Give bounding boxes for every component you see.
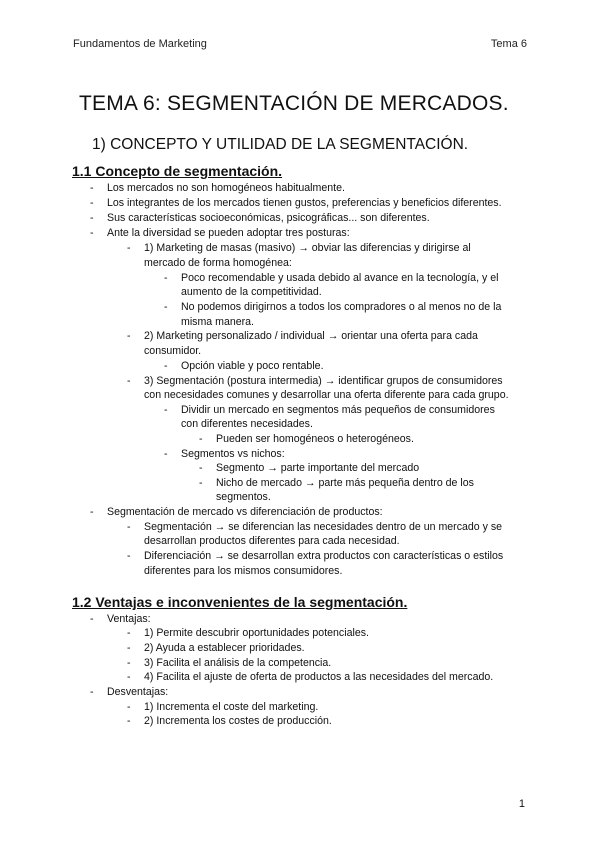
dash-marker: - <box>164 272 168 284</box>
bullet-continuation: diferentes para los mismos consumidores. <box>144 565 343 577</box>
page-title: TEMA 6: SEGMENTACIÓN DE MERCADOS. <box>79 92 509 115</box>
bullet-line: - Poco recomendable y usada debido al avance en la tecnología, y el <box>164 272 499 284</box>
dash-marker: - <box>127 701 131 713</box>
header-topic: Tema 6 <box>490 38 527 50</box>
bullet-line: - Sus características socioeconómicas, psicográficas... son diferentes. <box>90 212 430 224</box>
bullet-line: - Segmentación → se diferencian las necesidades dentro de un mercado y se <box>127 521 503 533</box>
bullet-continuation: consumidor. <box>144 345 202 357</box>
dash-marker: - <box>164 448 168 460</box>
bullet-line: - 2) Marketing personalizado / individual → orientar una oferta para cada <box>127 330 478 342</box>
bullet-line: - 3) Segmentación (postura intermedia) → identificar grupos de consumidores <box>127 375 503 387</box>
bullet-line: - Los integrantes de los mercados tienen gustos, preferencias y beneficios diferentes. <box>90 197 502 209</box>
dash-marker: - <box>127 657 131 669</box>
dash-marker: - <box>90 182 94 194</box>
bullet-continuation: segmentos. <box>216 491 271 503</box>
bullet-continuation: mercado de forma homogénea: <box>144 257 292 269</box>
dash-marker: - <box>127 550 131 562</box>
header-course-name: Fundamentos de Marketing <box>73 38 207 50</box>
dash-marker: - <box>90 686 94 698</box>
bullet-line: - Segmentación de mercado vs diferenciación de productos: <box>90 506 383 518</box>
bullet-line: - Opción viable y poco rentable. <box>164 360 324 372</box>
bullet-line: - Ante la diversidad se pueden adoptar tres posturas: <box>90 227 350 239</box>
heading-concepto: 1.1 Concepto de segmentación. <box>72 163 283 179</box>
bullet-line: - Segmentos vs nichos: <box>164 448 285 460</box>
bullet-line: - 1) Incrementa el coste del marketing. <box>127 701 319 713</box>
dash-marker: - <box>90 506 94 518</box>
page-number: 1 <box>518 798 525 810</box>
bullet-continuation: misma manera. <box>181 316 254 328</box>
heading-ventajas: 1.2 Ventajas e inconvenientes de la segmentación. <box>72 594 408 610</box>
bullet-line: - Los mercados no son homogéneos habitualmente. <box>90 182 345 194</box>
bullet-line: - Diferenciación → se desarrollan extra productos con características o estilos <box>127 550 504 562</box>
dash-marker: - <box>199 477 203 489</box>
bullet-line: - 3) Facilita el análisis de la competencia. <box>127 657 332 669</box>
bullet-continuation: con necesidades comunes y desarrollar una oferta diferente para cada grupo. <box>144 389 509 401</box>
dash-marker: - <box>90 227 94 239</box>
bullet-line: - No podemos dirigirnos a todos los compradores o al menos no de la <box>164 301 502 313</box>
dash-marker: - <box>127 671 131 683</box>
dash-marker: - <box>127 642 131 654</box>
bullet-line: - Pueden ser homogéneos o heterogéneos. <box>199 433 414 445</box>
bullet-line: - Segmento → parte importante del mercado <box>199 462 420 474</box>
bullet-line: - 2) Incrementa los costes de producción. <box>127 715 332 727</box>
bullet-line: - Nicho de mercado → parte más pequeña dentro de los <box>199 477 474 489</box>
bullet-line: - Ventajas: <box>90 613 151 625</box>
dash-marker: - <box>90 613 94 625</box>
bullet-line: - 1) Permite descubrir oportunidades potenciales. <box>127 627 369 639</box>
bullet-line: - Dividir un mercado en segmentos más pequeños de consumidores <box>164 404 495 416</box>
dash-marker: - <box>127 715 131 727</box>
dash-marker: - <box>127 242 131 254</box>
dash-marker: - <box>127 521 131 533</box>
bullet-line: - 4) Facilita el ajuste de oferta de productos a las necesidades del mercado. <box>127 671 494 683</box>
section-title: 1) CONCEPTO Y UTILIDAD DE LA SEGMENTACIÓN. <box>92 136 469 153</box>
dash-marker: - <box>164 301 168 313</box>
dash-marker: - <box>199 433 203 445</box>
dash-marker: - <box>127 375 131 387</box>
bullet-continuation: desarrollan productos diferentes para cada necesidad. <box>144 535 400 547</box>
bullet-line: - Desventajas: <box>90 686 169 698</box>
dash-marker: - <box>164 360 168 372</box>
bullet-continuation: aumento de la competitividad. <box>181 286 322 298</box>
bullet-line: - 1) Marketing de masas (masivo) → obviar las diferencias y dirigirse al <box>127 242 471 254</box>
dash-marker: - <box>199 462 203 474</box>
dash-marker: - <box>164 404 168 416</box>
dash-marker: - <box>127 330 131 342</box>
dash-marker: - <box>90 197 94 209</box>
dash-marker: - <box>90 212 94 224</box>
bullet-line: - 2) Ayuda a establecer prioridades. <box>127 642 305 654</box>
dash-marker: - <box>127 627 131 639</box>
bullet-continuation: con diferentes necesidades. <box>181 418 313 430</box>
